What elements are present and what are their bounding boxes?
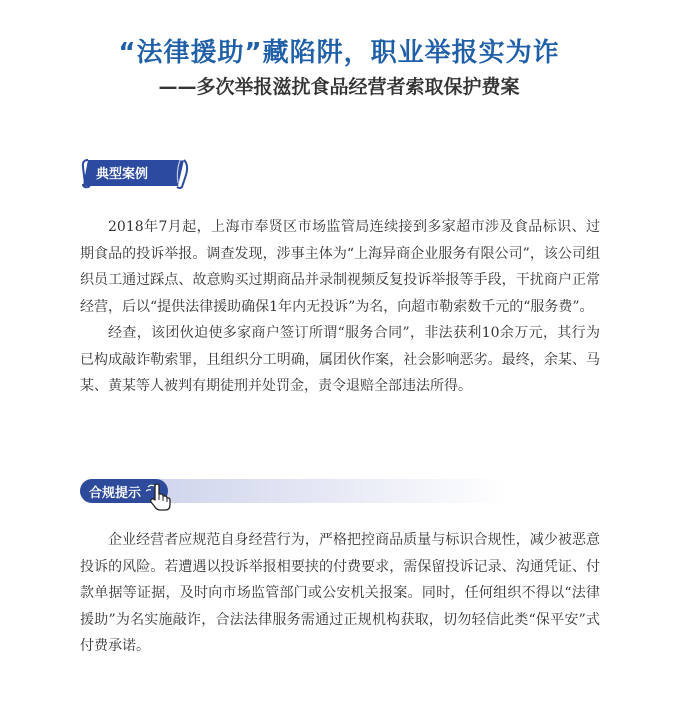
pointing-hand-icon (146, 483, 172, 511)
page-title: “法律援助”藏陷阱，职业举报实为诈 (118, 38, 560, 68)
case-body (80, 214, 600, 400)
case-paragraph: 经查，该团伙迫使多家商户签订所谓“服务合同”，非法获利10余万元，其行为已构成敲诈勒索罪，且组织分工明确，属团伙作案，社会影响恶劣。最终，余某、马某、黄某等人被判有期徒刑并处罚金，责令退赔全部违法所得。 (80, 325, 600, 394)
compliance-tag-label: 合规提示 (89, 486, 142, 501)
compliance-body (80, 527, 600, 660)
case-paragraph: 2018年7月起，上海市奉贤区市场监管局连续接到多家超市涉及食品标识、过期食品的投诉举报。调查发现，涉事主体为“上海异商企业服务有限公司”，该公司组织员工通过踩点、故意购买过期商品并录制视频反复投诉举报等手段，干扰商户正常经营，后以“提供法律援助确保1年内无投诉”为名，向超市勒索数千元的“服务费”。 (80, 219, 600, 315)
case-section-tag (80, 157, 190, 189)
page-subtitle: ——多次举报滋扰食品经营者索取保护费案 (158, 76, 520, 98)
case-tag-label: 典型案例 (96, 167, 149, 182)
compliance-paragraph: 企业经营者应规范自身经营行为，严格把控商品质量与标识合规性，减少被恶意投诉的风险。若遭遇以投诉举报相要挟的付费要求，需保留投诉记录、沟通凭证、付款单据等证据，及时向市场监管部门或公安机关报案。同时，任何组织不得以“法律援助”为名实施敲诈，合法法律服务需通过正规机构获取，切勿轻信此类“保平安”式付费承诺。 (80, 532, 600, 654)
